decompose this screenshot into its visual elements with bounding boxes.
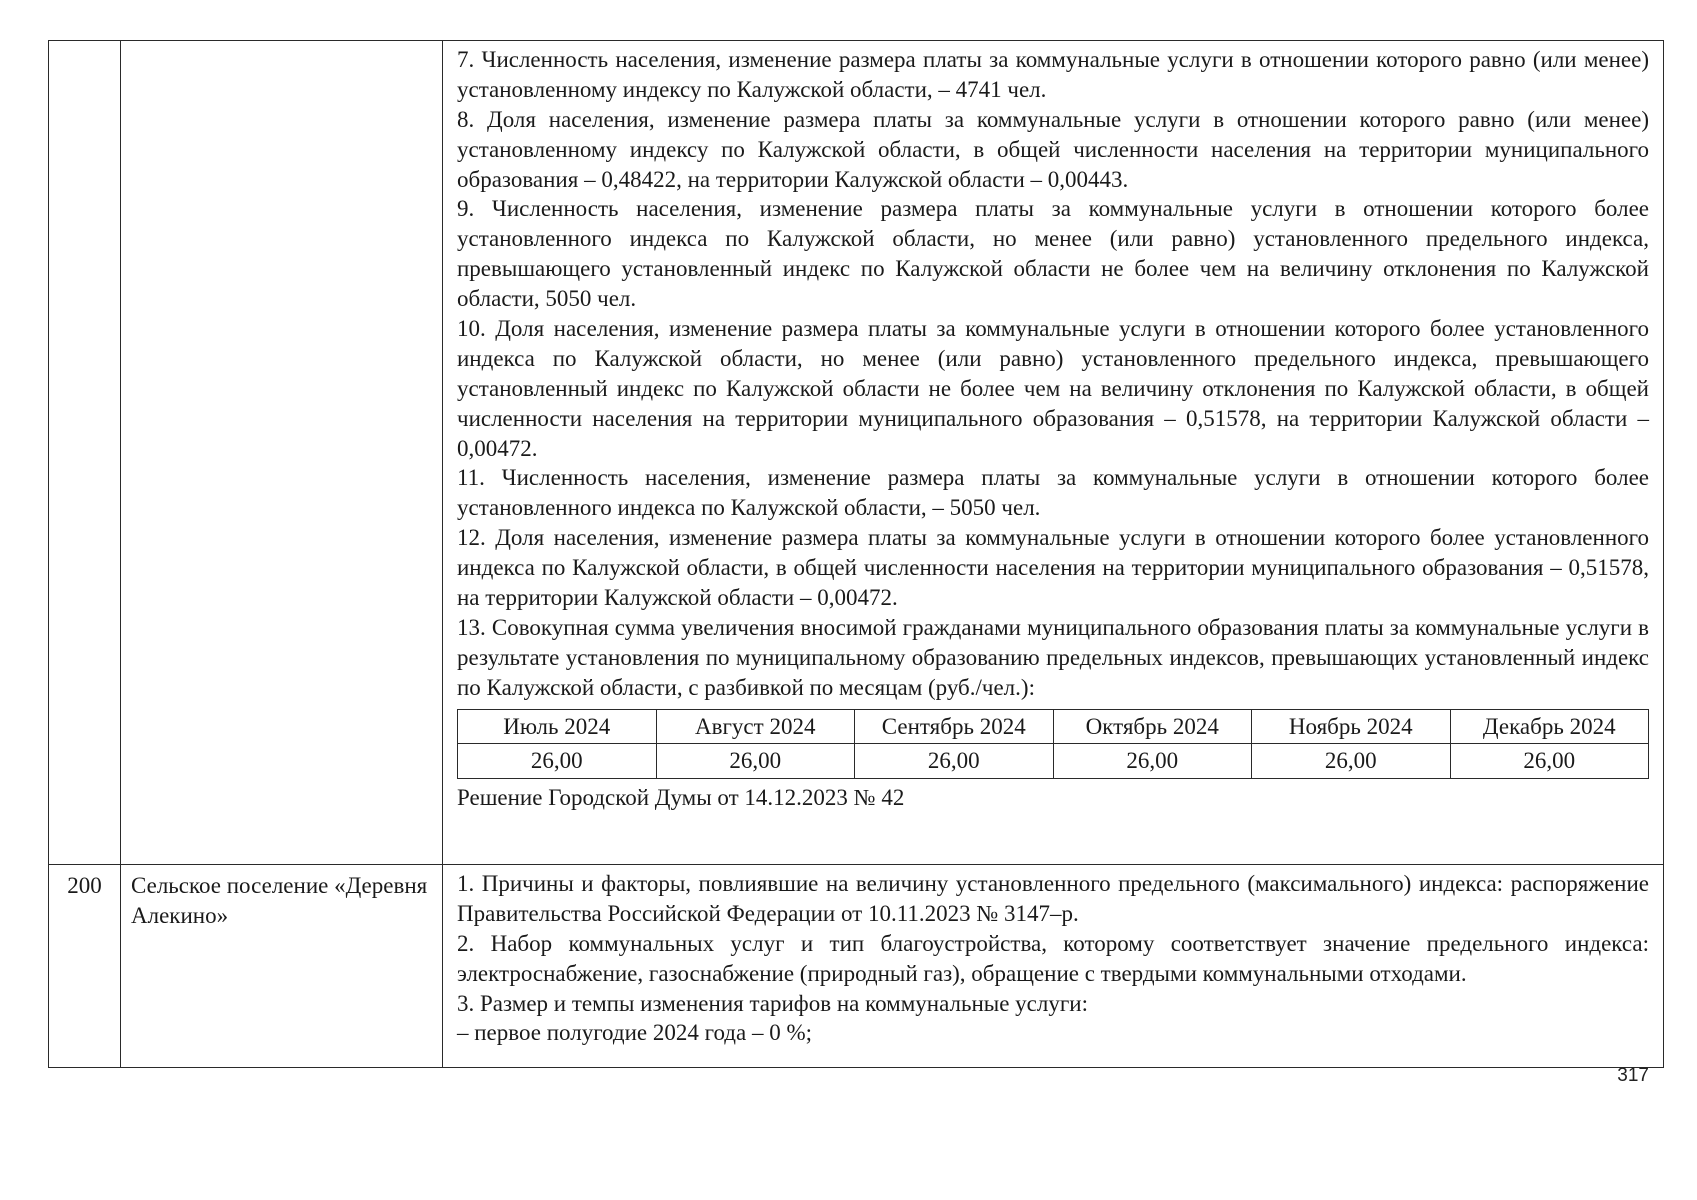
paragraph-3-item: – первое полугодие 2024 года – 0 %; bbox=[457, 1020, 813, 1046]
month-header: Декабрь 2024 bbox=[1450, 709, 1649, 744]
paragraph-10: 10. Доля населения, изменение размера платы за коммунальные услуги в отношении которого более установленного индекса по Калужской области, но менее (или равно) установленного предельного индекса, превышающего установленный индекс по Калужской области не более чем на величину отклонения по Калужской области, в общей численности населения на территории муниципального образования – 0,51578, на территории Калужской области – 0,00472. bbox=[457, 316, 1649, 461]
paragraph-3: 3. Размер и темпы изменения тарифов на коммунальные услуги: bbox=[457, 990, 1088, 1016]
document-table bbox=[48, 40, 1664, 1068]
municipality-name-cell bbox=[121, 41, 443, 865]
row-number-cell: 200 bbox=[49, 865, 121, 1068]
monthly-table-header-row bbox=[458, 709, 1649, 744]
month-header: Октябрь 2024 bbox=[1053, 709, 1252, 744]
paragraph-9: 9. Численность населения, изменение размера платы за коммунальные услуги в отношении которого более установленного индекса по Калужской области, но менее (или равно) установленного предельного индекса, превышающего установленный индекс по Калужской области не более чем на величину отклонения по Калужской области, 5050 чел. bbox=[457, 196, 1649, 312]
paragraph-13: 13. Совокупная сумма увеличения вносимой гражданами муниципального образования платы за коммунальные услуги в результате установления по муниципальному образованию предельных индексов, превышающих установленный индекс по Калужской области, с разбивкой по месяцам (руб./чел.): bbox=[457, 614, 1649, 700]
table-row bbox=[49, 865, 1664, 1068]
paragraph-7: 7. Численность населения, изменение размера платы за коммунальные услуги в отношении которого равно (или менее) установленному индексу по Калужской области, – 4741 чел. bbox=[457, 47, 1649, 102]
month-header: Ноябрь 2024 bbox=[1252, 709, 1451, 744]
paragraph-1: 1. Причины и факторы, повлиявшие на величину установленного предельного (максимального) индекса: распоряжение Правительства Российской Федерации от 10.11.2023 № 3147–р. bbox=[457, 871, 1649, 926]
page-number: 317 bbox=[1617, 1065, 1649, 1086]
month-header: Июль 2024 bbox=[458, 709, 657, 744]
municipality-name-cell: Сельское поселение «Деревня Алекино» bbox=[121, 865, 443, 1068]
paragraph-11: 11. Численность населения, изменение размера платы за коммунальные услуги в отношении которого более установленного индекса по Калужской области, – 5050 чел. bbox=[457, 465, 1649, 521]
month-header: Август 2024 bbox=[656, 709, 855, 744]
content-cell bbox=[443, 41, 1664, 865]
monthly-table bbox=[457, 709, 1649, 780]
monthly-table-wrap bbox=[457, 703, 1649, 784]
decision-reference: Решение Городской Думы от 14.12.2023 № 42 bbox=[457, 785, 905, 811]
month-value: 26,00 bbox=[1053, 744, 1252, 779]
month-header: Сентябрь 2024 bbox=[855, 709, 1054, 744]
month-value: 26,00 bbox=[458, 744, 657, 779]
table-row bbox=[49, 41, 1664, 865]
month-value: 26,00 bbox=[855, 744, 1054, 779]
row-number-cell bbox=[49, 41, 121, 865]
paragraph-12: 12. Доля населения, изменение размера платы за коммунальные услуги в отношении которого более установленного индекса по Калужской области, в общей численности населения на территории муниципального образования – 0,51578, на территории Калужской области – 0,00472. bbox=[457, 525, 1649, 611]
content-cell bbox=[443, 865, 1664, 1068]
month-value: 26,00 bbox=[656, 744, 855, 779]
monthly-table-value-row bbox=[458, 744, 1649, 779]
month-value: 26,00 bbox=[1450, 744, 1649, 779]
month-value: 26,00 bbox=[1252, 744, 1451, 779]
paragraph-8: 8. Доля населения, изменение размера платы за коммунальные услуги в отношении которого равно (или менее) установленному индексу по Калужской области, в общей численности населения на территории муниципального образования – 0,48422, на территории Калужской области – 0,00443. bbox=[457, 106, 1649, 192]
paragraph-2: 2. Набор коммунальных услуг и тип благоустройства, которому соответствует значение предельного индекса: электроснабжение, газоснабжение (природный газ), обращение с твердыми коммунальными отходами. bbox=[457, 930, 1649, 986]
